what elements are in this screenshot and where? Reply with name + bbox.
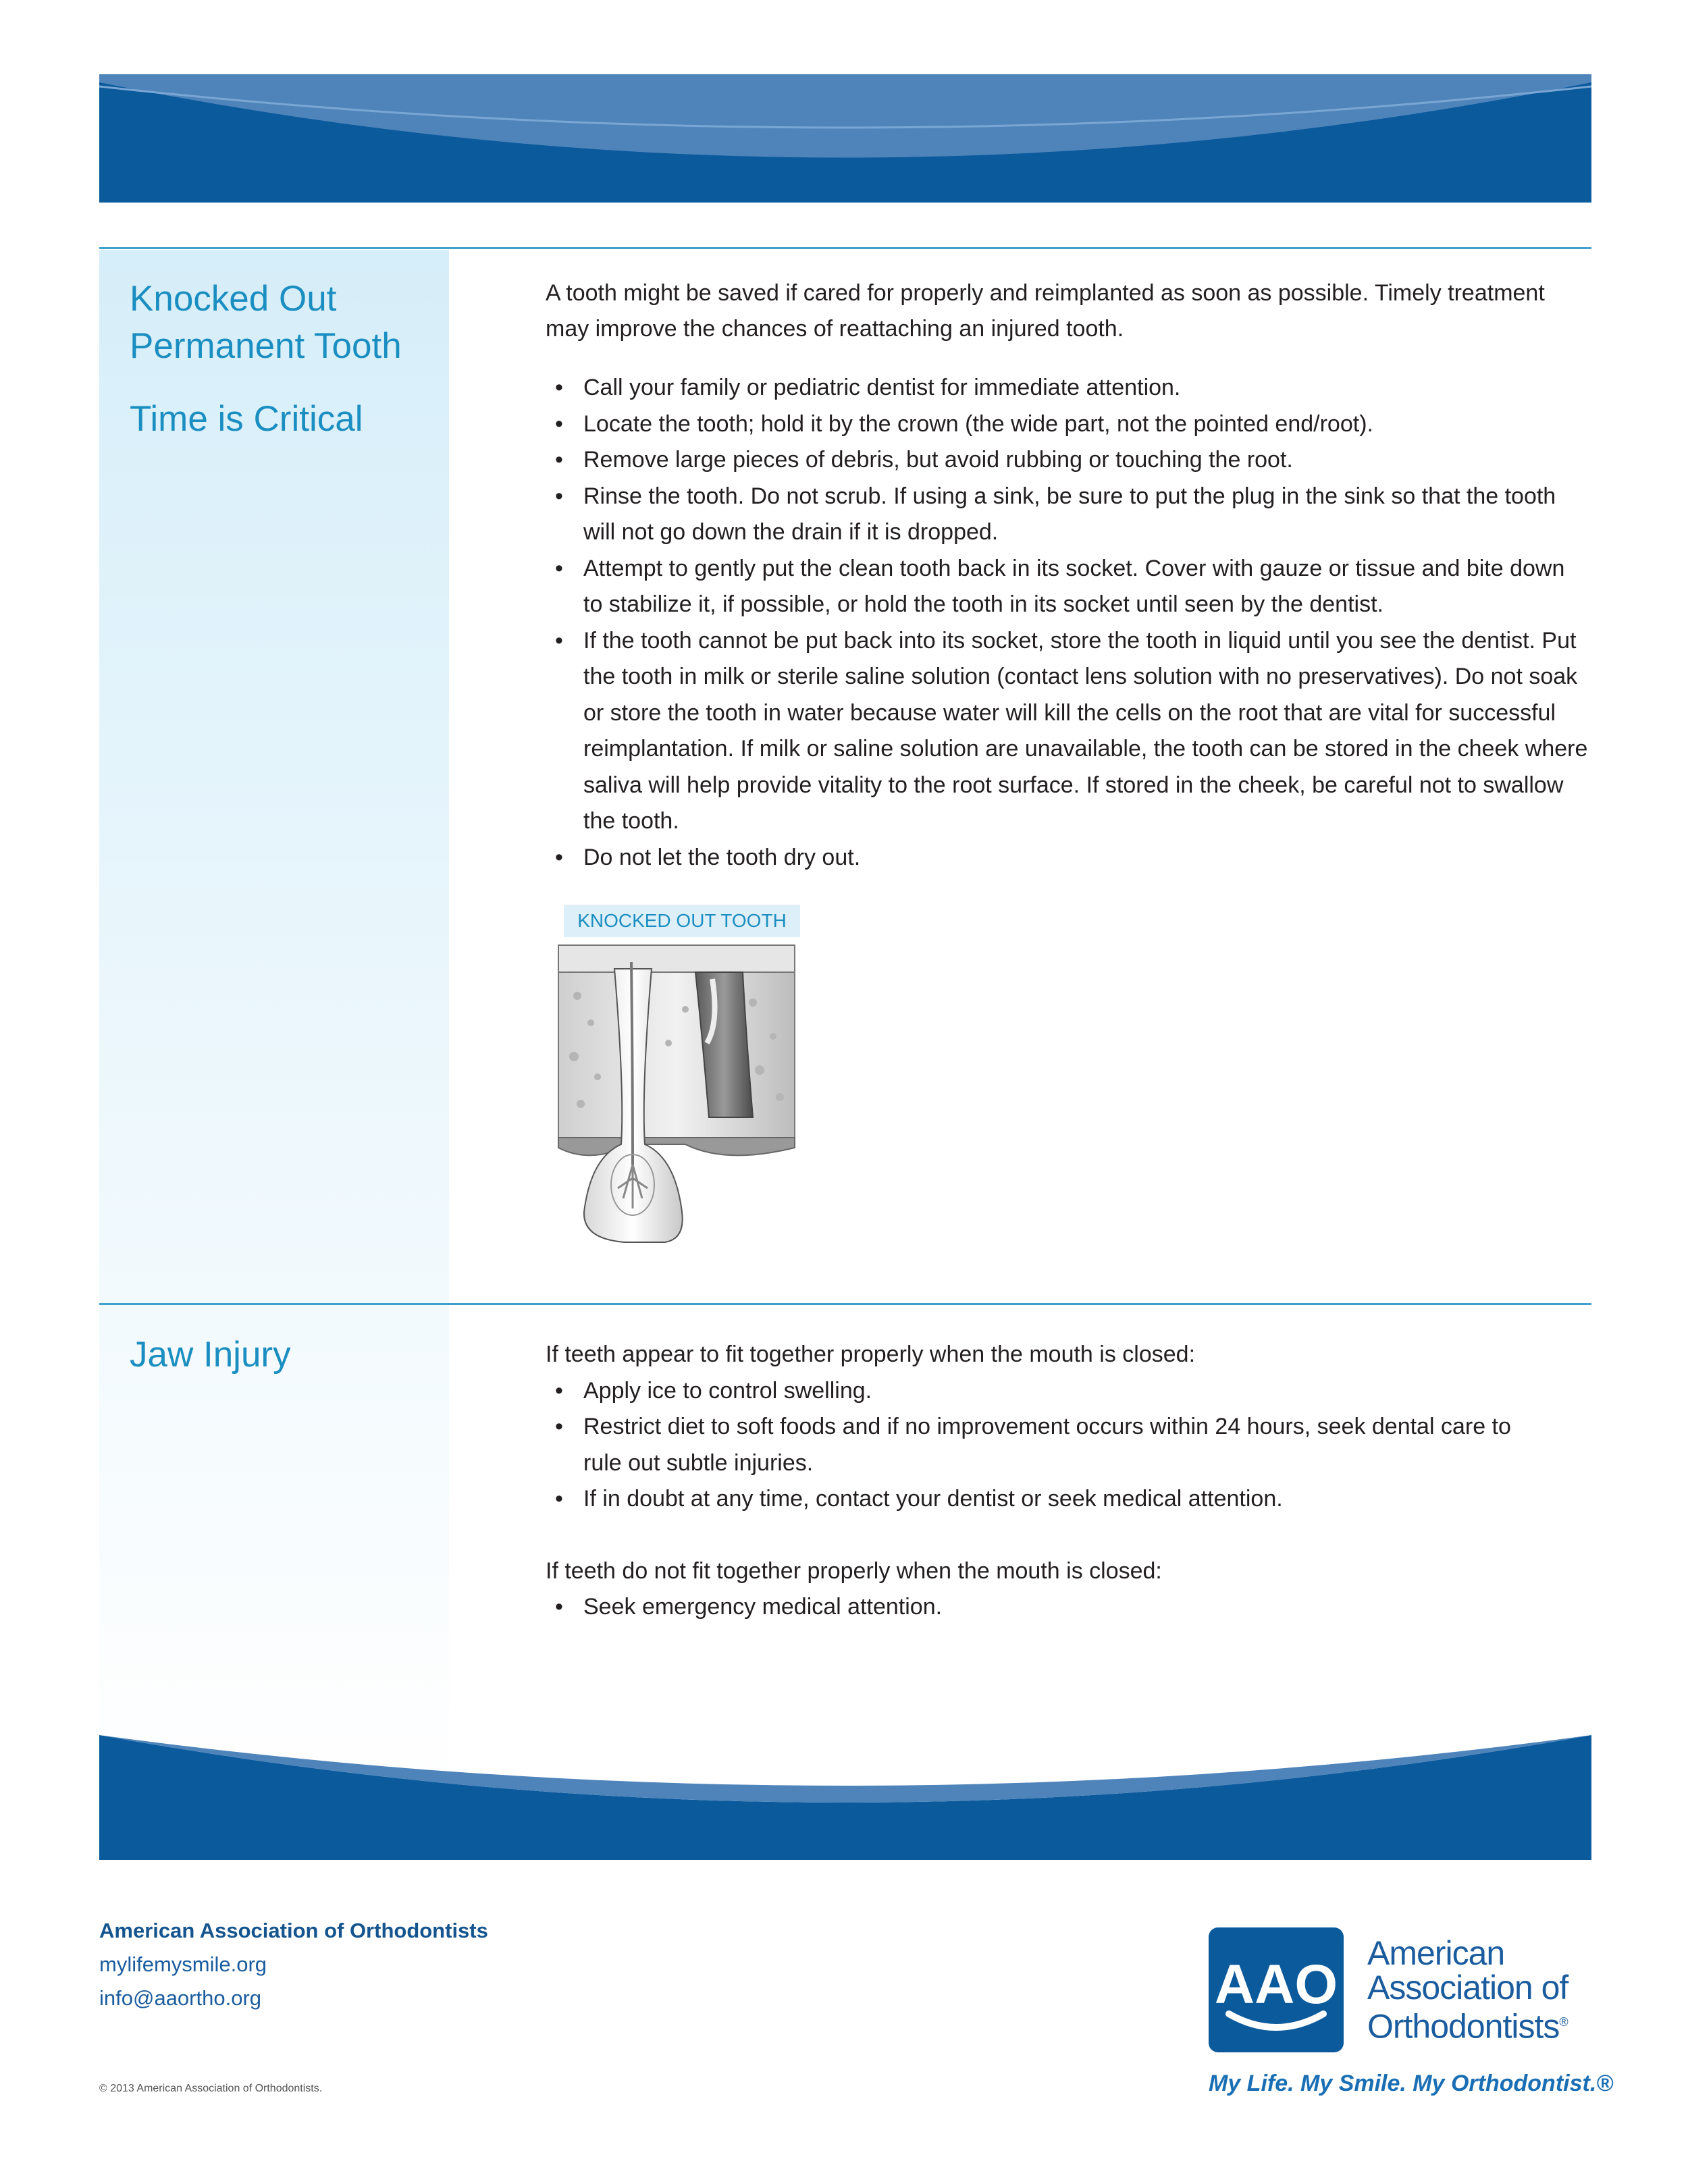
jaw-fit-list [546, 1373, 1589, 1518]
copyright-notice: © 2013 American Association of Orthodontists. [99, 2083, 323, 2094]
footer-org-name: American Association of Orthodontists [99, 1919, 488, 1942]
list-item: • Attempt to gently put the clean tooth back in its socket. Cover with gauze or tissue and bite down to stabilize it, if possible, or hold the tooth in its socket until seen by the dentist. [555, 555, 1565, 617]
logo-line: Association of [1367, 1969, 1568, 2006]
jaw-injury-content [546, 1337, 1589, 1626]
section-title-knocked-out [130, 275, 433, 370]
intro-paragraph: A tooth might be saved if cared for properly and reimplanted as soon as possible. Timely treatment may improve the chances of reattaching an injured tooth. [546, 280, 1545, 342]
logo-wordmark [1367, 1936, 1568, 2044]
jaw-no-fit-list [546, 1589, 1589, 1626]
knocked-out-steps [546, 370, 1589, 876]
logo-line: American [1367, 1934, 1505, 1972]
section-title-jaw-injury: Jaw Injury [130, 1335, 291, 1375]
section-subtitle: Time is Critical [130, 399, 363, 439]
title-line: Permanent Tooth [130, 326, 402, 366]
list-item: • Remove large pieces of debris, but avoid rubbing or touching the root. [555, 447, 1293, 473]
section-divider [99, 1303, 1591, 1305]
jaw-heading-fit: If teeth appear to fit together properly when the mouth is closed: [546, 1341, 1196, 1367]
footer-website-link[interactable]: mylifemysmile.org [99, 1952, 267, 1976]
header-banner [99, 74, 1591, 203]
knocked-out-tooth-illustration [550, 942, 807, 1246]
list-item: • Apply ice to control swelling. [555, 1377, 872, 1404]
tagline: My Life. My Smile. My Orthodontist.® [1209, 2071, 1614, 2096]
title-line: Knocked Out [130, 279, 337, 319]
aao-logo-icon [1209, 1927, 1344, 2052]
footer-email-link[interactable]: info@aaortho.org [99, 1986, 262, 2010]
footer-banner [99, 1735, 1591, 1860]
list-item: • Call your family or pediatric dentist for immediate attention. [555, 375, 1181, 400]
diagram-label: KNOCKED OUT TOOTH [564, 905, 800, 937]
sidebar-background [99, 250, 449, 1803]
list-item: • Rinse the tooth. Do not scrub. If using a sink, be sure to put the plug in the sink so that the tooth will not go down the drain if it is dropped. [555, 483, 1556, 545]
section-divider [99, 247, 1591, 249]
list-item: • If in doubt at any time, contact your dentist or seek medical attention. [555, 1486, 1283, 1512]
registered-mark: ® [1559, 2015, 1568, 2029]
logo-line: Orthodontists® [1367, 2007, 1568, 2046]
list-item: • Seek emergency medical attention. [555, 1594, 943, 1620]
list-item: • If the tooth cannot be put back into its socket, store the tooth in liquid until you see the dentist. Put the tooth in milk or sterile saline solution (contact lens solution with no preservatives). Do not soak or store the tooth in water because water will kill the cells on the root that are vital for successful reimplantation. If milk or saline solution are unavailable, the tooth can be stored in the cheek where saliva will help provide vitality to the root surface. If stored in the cheek, be careful not to swallow the tooth. [555, 627, 1588, 834]
list-item: • Restrict diet to soft foods and if no improvement occurs within 24 hours, seek dental care to rule out subtle injuries. [555, 1414, 1511, 1476]
list-item: • Do not let the tooth dry out. [555, 844, 861, 870]
logo-mark-text: AAO [1214, 1954, 1338, 2015]
list-item: • Locate the tooth; hold it by the crown (the wide part, not the pointed end/root). [555, 410, 1373, 437]
jaw-heading-no-fit: If teeth do not fit together properly when the mouth is closed: [546, 1557, 1162, 1584]
